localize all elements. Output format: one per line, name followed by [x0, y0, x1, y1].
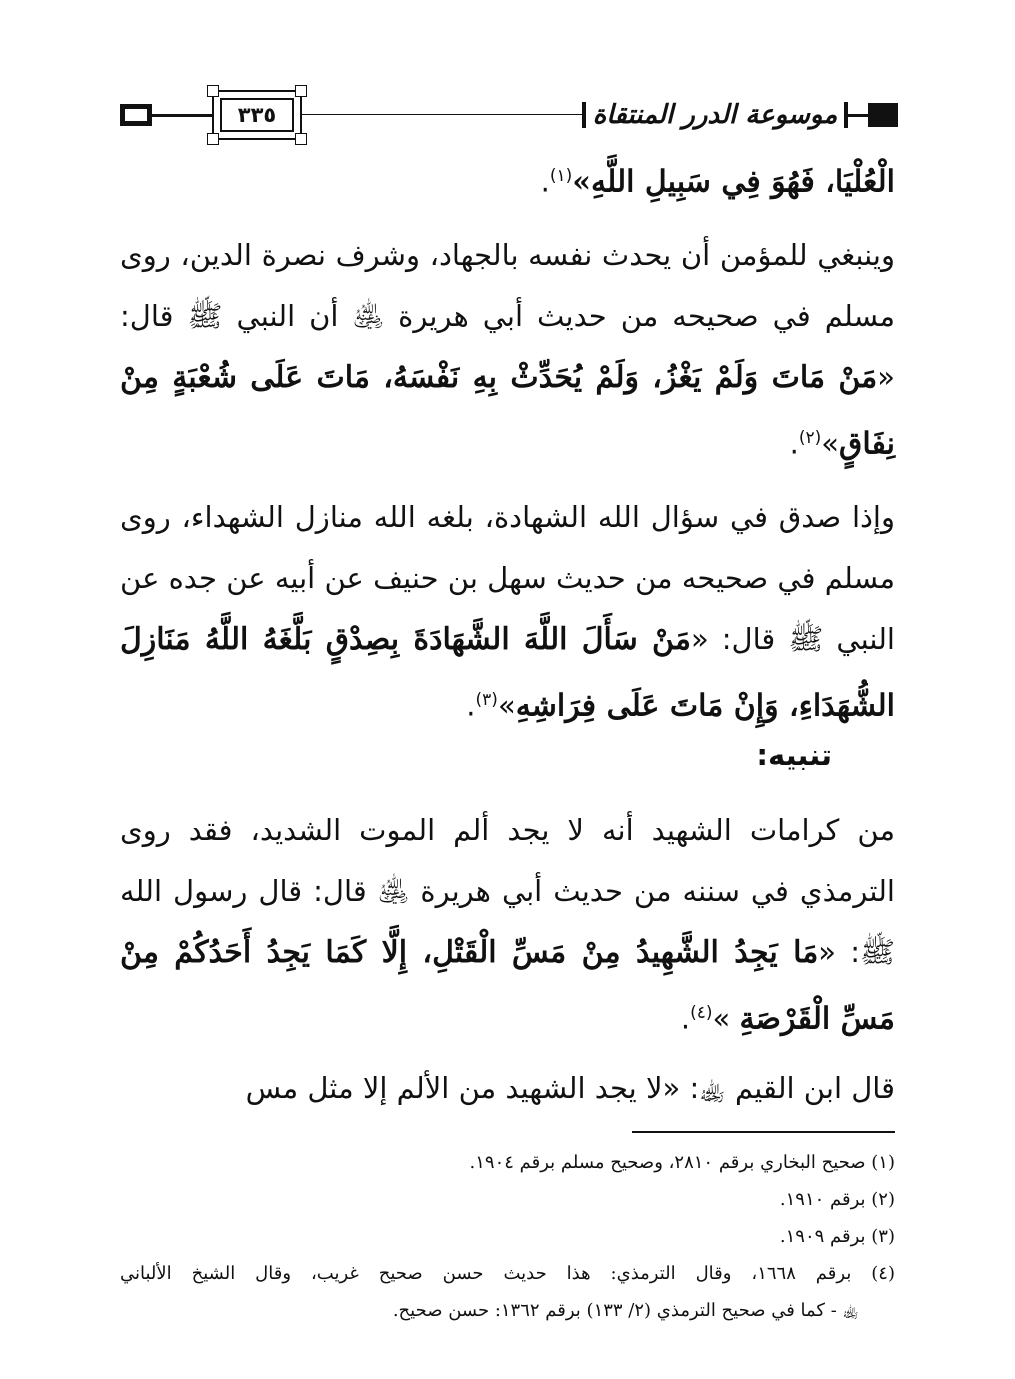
hadith-quote: الْعُلْيَا، فَهُوَ فِي سَبِيلِ اللَّهِ» [572, 164, 895, 200]
footnote-4-continued: ﵀ - كما في صحيح الترمذي (٢/ ١٣٣) برقم ١٣٦٢: حسن صحيح. [392, 1300, 859, 1321]
book-title: موسوعة الدرر المنتقاة [592, 100, 838, 130]
paragraph-text: من كرامات الشهيد أنه لا يجد ألم الموت الشديد، فقد روى الترمذي في سننه من حديث أبي هريرة ﵁ قال: قال رسول الله ﷺ: « [120, 813, 896, 969]
paragraph-continuation [120, 146, 895, 213]
footnotes [120, 1144, 895, 1329]
paragraph-text: . [789, 426, 799, 461]
paragraph-text: . [466, 688, 476, 723]
footnote-marker: (٤) [690, 1003, 713, 1023]
footnote-1: (١) صحيح البخاري برقم ٢٨١٠، وصحيح مسلم برقم ١٩٠٤. [469, 1152, 895, 1173]
paragraph-text: وينبغي للمؤمن أن يحدث نفسه بالجهاد، وشرف نصرة الدين، روى مسلم في صحيحه من حديث أبي هريرة ﵁ أن النبي ﷺ قال: « [120, 238, 895, 394]
paragraph-text: » [497, 688, 516, 723]
footnote-3: (٣) برقم ١٩٠٩. [779, 1226, 895, 1247]
paragraph-text: قال ابن القيم ﵀: «لا يجد الشهيد من الألم إلا مثل مس [245, 1071, 895, 1105]
paragraph-text: » [712, 1001, 740, 1036]
header-left-rule [152, 114, 212, 117]
page-number: ٣٣٥ [220, 98, 294, 132]
paragraph-ibn-qayyim [120, 1058, 895, 1119]
paragraph-text: . [540, 164, 550, 199]
page-number-frame [212, 90, 302, 140]
paragraph-seeking-martyrdom [120, 487, 895, 737]
paragraph-text: . [680, 1001, 691, 1036]
paragraph-text: وإذا صدق في سؤال الله الشهادة، بلغه الله منازل الشهداء، روى مسلم في صحيحه من حديث سهل بن حنيف عن أبيه عن جده عن النبي ﷺ قال: « [120, 500, 895, 656]
header-middle-rule [302, 114, 582, 115]
hadith-quote: مَنْ مَاتَ وَلَمْ يَغْزُ، وَلَمْ يُحَدِّثْ بِهِ نَفْسَهُ، مَاتَ عَلَى شُعْبَةٍ مِنْ نِفَاقٍ [120, 360, 895, 462]
footnote-separator [632, 1131, 895, 1133]
paragraph-text: » [821, 426, 840, 461]
footnote-4: (٤) برقم ١٦٦٨، وقال الترمذي: هذا حديث حسن صحيح غريب، وقال الشيخ الألباني [120, 1263, 895, 1284]
header-right-square [868, 103, 898, 127]
footnote-marker: (٢) [798, 428, 822, 448]
footnote-2: (٢) برقم ١٩١٠. [779, 1189, 895, 1210]
paragraph-martyr-honors [120, 800, 895, 1050]
hadith-quote: مَنْ سَأَلَ اللَّهَ الشَّهَادَةَ بِصِدْقٍ بَلَّغَهُ اللَّهُ مَنَازِلَ الشُّهَدَاءِ، وَإِنْ مَاتَ عَلَى فِرَاشِهِ [120, 622, 895, 724]
hadith-quote: مَا يَجِدُ الشَّهِيدُ مِنْ مَسِّ الْقَتْلِ، إِلَّا كَمَا يَجِدُ أَحَدُكُمْ مِنْ مَسِّ الْقَرْصَةِ [120, 935, 895, 1037]
footnote-marker: (١) [549, 166, 573, 186]
header-left-square [120, 104, 152, 126]
section-heading: تنبيه: [756, 738, 832, 772]
paragraph-jihad-intention [120, 225, 895, 475]
page-header [120, 88, 895, 146]
footnote-marker: (٣) [475, 690, 498, 710]
header-right-rule [848, 114, 868, 117]
header-divider-bar [582, 102, 586, 128]
